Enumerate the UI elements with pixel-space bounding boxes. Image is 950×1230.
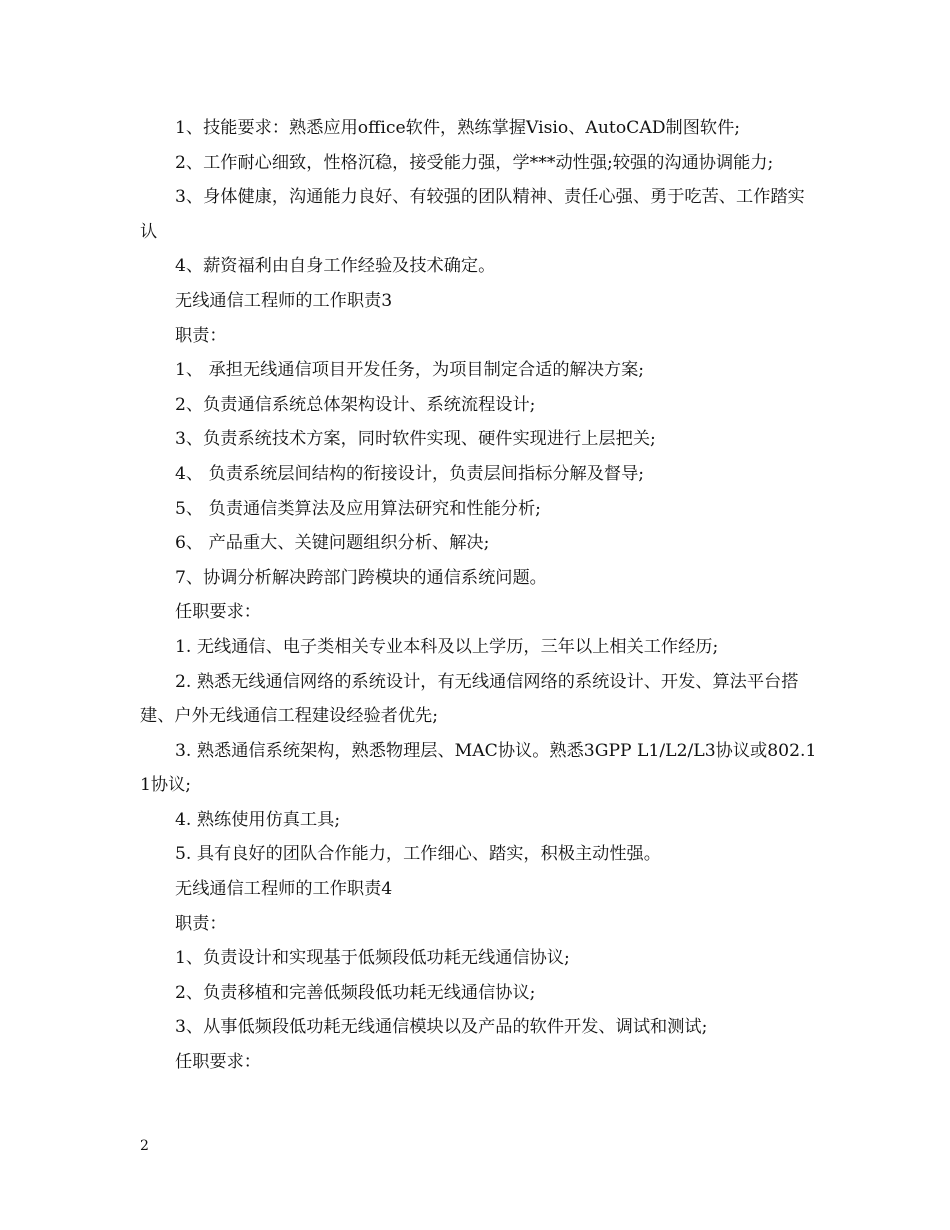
section-3-duty-4: 4、 负责系统层间结构的衔接设计，负责层间指标分解及督导; [175, 463, 645, 484]
section-3-requirement-4: 4. 熟练使用仿真工具; [175, 809, 341, 830]
section-3-requirement-3: 3. 熟悉通信系统架构，熟悉物理层、MAC协议。熟悉3GPP L1/L2/L3协议或802.11协议; [140, 740, 817, 796]
section-3-duty-3: 3、负责系统技术方案，同时软件实现、硬件实现进行上层把关; [175, 429, 656, 450]
health-teamwork-paragraph: 3、身体健康，沟通能力良好、有较强的团队精神、责任心强、勇于吃苦、工作踏实认 [140, 187, 805, 242]
section-4-requirements-label: 任职要求： [175, 1052, 261, 1073]
section-3-duties-label: 职责： [175, 325, 227, 346]
section-3-requirements-label: 任职要求： [175, 602, 261, 623]
section-4-duties-label: 职责： [175, 913, 227, 934]
section-4-duty-2: 2、负责移植和完善低频段低功耗无线通信协议; [175, 982, 536, 1003]
page-number: 2 [140, 1138, 149, 1154]
section-3-requirement-5: 5. 具有良好的团队合作能力，工作细心、踏实，积极主动性强。 [175, 844, 661, 865]
section-3-requirement-2: 2. 熟悉无线通信网络的系统设计，有无线通信网络的系统设计、开发、算法平台搭建、户外无线通信工程建设经验者优先; [140, 671, 799, 727]
document-body [140, 111, 820, 1080]
section-3-duty-7: 7、协调分析解决跨部门跨模块的通信系统问题。 [175, 567, 547, 588]
salary-paragraph: 4、薪资福利由自身工作经验及技术确定。 [175, 256, 496, 277]
section-4-heading: 无线通信工程师的工作职责4 [175, 879, 393, 900]
section-4-duty-3: 3、从事低频段低功耗无线通信模块以及产品的软件开发、调试和测试; [175, 1017, 708, 1038]
section-3-duty-1: 1、 承担无线通信项目开发任务，为项目制定合适的解决方案; [175, 360, 645, 381]
section-4-duty-1: 1、负责设计和实现基于低频段低功耗无线通信协议; [175, 948, 570, 969]
section-3-duty-2: 2、负责通信系统总体架构设计、系统流程设计; [175, 394, 536, 415]
section-3-heading: 无线通信工程师的工作职责3 [175, 290, 393, 311]
patience-requirement-paragraph: 2、工作耐心细致，性格沉稳，接受能力强，学***动性强;较强的沟通协调能力; [175, 152, 774, 173]
skill-requirement-paragraph: 1、技能要求：熟悉应用office软件，熟练掌握Visio、AutoCAD制图软件; [175, 118, 741, 138]
section-3-duty-5: 5、 负责通信类算法及应用算法研究和性能分析; [175, 498, 541, 519]
section-3-duty-6: 6、 产品重大、关键问题组织分析、解决; [175, 533, 490, 554]
section-3-requirement-1: 1. 无线通信、电子类相关专业本科及以上学历，三年以上相关工作经历; [175, 636, 719, 657]
